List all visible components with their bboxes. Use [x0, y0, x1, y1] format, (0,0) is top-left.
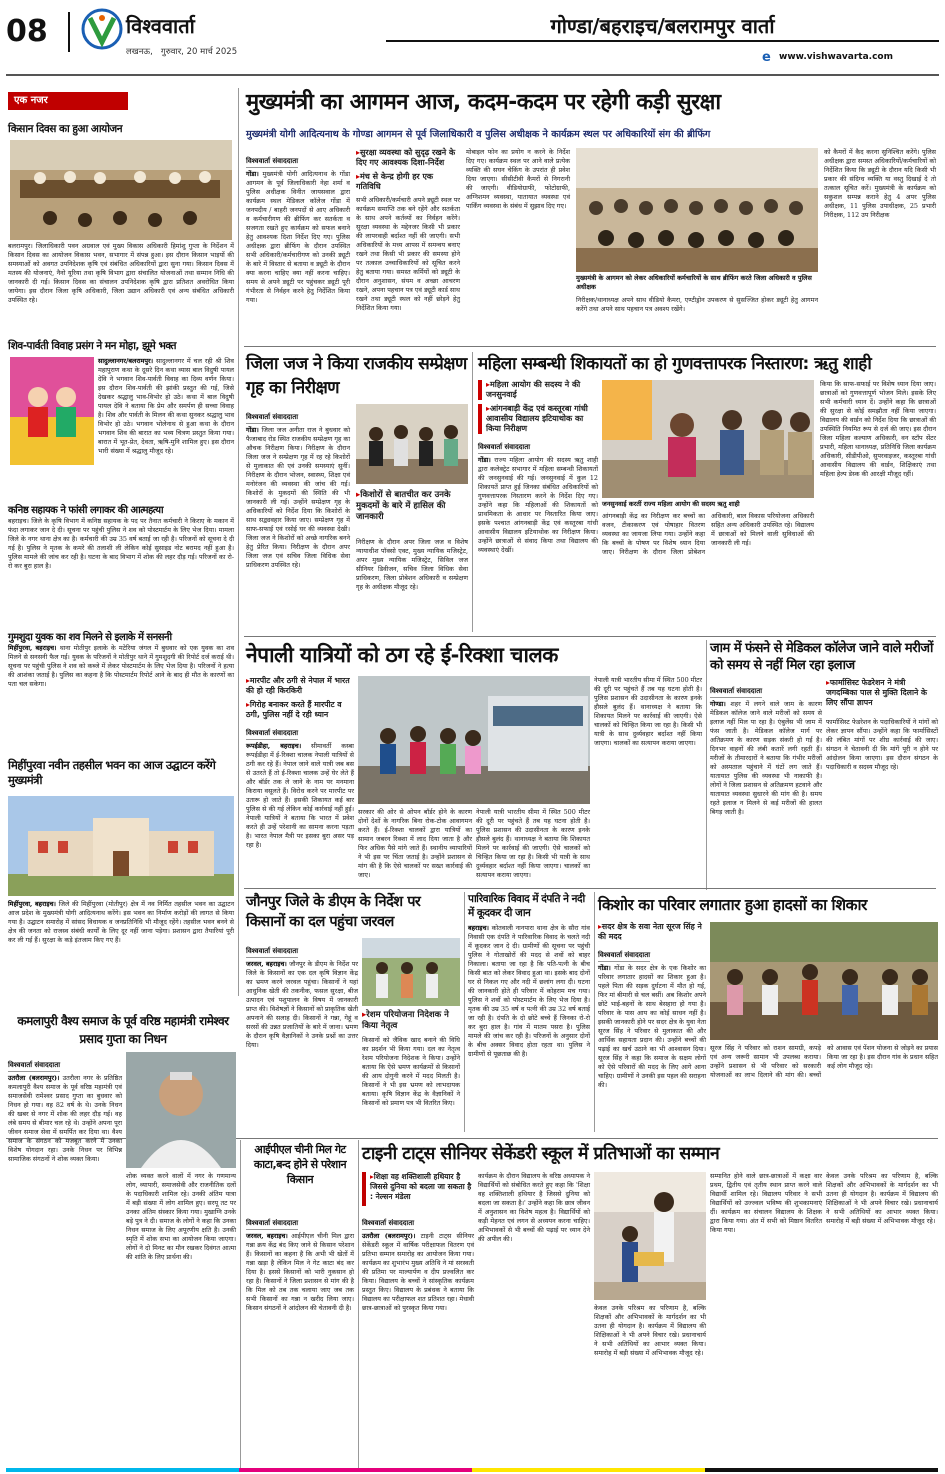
main-bullet-2: ▸ मंच से केन्द्र होगी हर एक गतिविधि: [356, 172, 460, 192]
women-bullet-1: ▸ महिला आयोग की सदस्य ने की जनसुनवाई: [478, 380, 598, 400]
brand-logo-icon: [81, 8, 123, 50]
sugar-headline: आईपीएल चीनी मिल गेट काटा,बन्द होने से परेशान किसान: [253, 1143, 347, 1186]
sidebar-story-5-body: [8, 900, 234, 1000]
main-col-4-text: को कैमरों में कैद करना सुनिश्चित करेंगे। पुलिस अधीक्षक द्वारा समस्त अधिकारियों/कर्मचारियों को निर्देशित किया कि ड्यूटी के दौरान यदि किसी भी प्रकार की संदिग्ध व्यक्ति या वस्तु दिखाई दे तो तत्काल सूचित करें। मुख्यमंत्री के कार्यक्रम को सकुशल सम्पन्न कराने हेतु 4 अपर पुलिस अधीक्षक, 11 पुलिस उपाधीक्षक, 25 प्रभारी निरीक्षक, 112 उप निरीक्षक: [824, 148, 936, 219]
family-headline: पारिवारिक विवाद में दंपति ने नदी में कूदकर दी जान: [468, 893, 585, 919]
gupta-portrait: [126, 1052, 236, 1168]
main-col-2: [356, 148, 460, 342]
issue-dateline: लखनऊ, गुरुवार, 20 मार्च 2025: [126, 47, 238, 57]
main-col-1-text: गोंडा। मुख्यमंत्री योगी आदित्यनाथ के गोंडा आगमन के पूर्व जिलाधिकारी नेहा शर्मा व पुलिस अधीक्षक विनीत जायसवाल द्वारा कार्यक्रम स्थल मेडिकल कॉलेज गोंडा में जनपदीय / बाहरी जनपदों से आए अधिकारी व कर्मचारीगण की ब्रीफिंग कर सतर्कता व सजगता रखते हुए कार्यक्रम को सफल बनाने हेतु आवश्यक दिशा निर्देश दिए गए। पुलिस अधीक्षक द्वारा ब्रीफिंग के दौरान उपस्थित सभी अधिकारी/कर्मचारीगण को उनकी ड्यूटी के बारे में विस्तार से बताया व ड्यूटी के दौरान क्या करना चाहिए क्या नहीं करना चाहिए। समय से अपने ड्यूटी पर पहुंचकर ड्यूटी पूरी गंभीरता से निर्वहन करने हेतु निर्देशित किया गया।: [246, 170, 350, 304]
sidebar-story-3-title: कनिष्ठ सहायक ने फांसी लगाकर की आत्महत्या: [8, 505, 164, 516]
jam-byline: विश्ववार्ता संवाददाता: [710, 687, 762, 698]
nepal-col-2-text: सरकार की ओर से ओपन बॉर्डर होने के कारण दोनों देशों के नागरिक बिना रोक-टोक आवागमन करते हैं। ई-रिक्शा चालकों द्वारा यात्रियों का सामान जबरन रिक्शा में लाद दिया जाता है और फिर अधिक पैसे मांगे जाते हैं। स्थानीय व्यापारियों ने भी इस पर चिंता जताई है। उन्होंने प्रशासन से मांग की है कि ऐसे चालकों पर सख्त कार्रवाई की जाए।: [358, 808, 472, 879]
nepal-byline: विश्ववार्ता संवाददाता: [246, 729, 298, 740]
judge-photo: [356, 404, 468, 484]
sidebar-story-2-title: शिव-पार्वती विवाह प्रसंग ने मन मोहा, झूमे भक्त: [8, 340, 176, 352]
nepal-col-3-text: नेपाली यात्री भारतीय सीमा में स्थित 500 मीटर की दूरी पर पहुंचते हैं तब यह घटना होती है। पुलिस प्रशासन की उदासीनता के कारण इनके हौसले बुलंद हैं। थानाध्यक्ष ने बताया कि शिकायत मिलने पर कार्रवाई की जाएगी। ऐसे चालकों को चिन्हित किया जा रहा है। किसी भी यात्री के साथ दुर्व्यवहार बर्दाश्त नहीं किया जाएगा। चालकों का सत्यापन कराया जाएगा।: [476, 808, 590, 879]
school-col-1: [362, 1210, 474, 1466]
jam-col-1-text: गोण्डा। शहर में लगने वाले जाम के कारण मेडिकल कॉलेज जाने वाले मरीजों को समय से इलाज नहीं मिल पा रहा है। एंबुलेंस भी जाम में फंस जाती है। मेडिकल कॉलेज मार्ग पर अतिक्रमण के कारण सड़क संकरी हो गई है। दिनभर वाहनों की लंबी कतारें लगी रहती हैं। मरीजों के तीमारदारों ने बताया कि गंभीर मरीजों को अस्पताल पहुंचाने में घंटों लग जाते हैं। यातायात पुलिस की व्यवस्था भी नाकाफी है। लोगों ने जिला प्रशासन से अतिक्रमण हटवाने और यातायात व्यवस्था सुधारने की मांग की है। समय रहते इलाज न मिलने से कई मरीजों की हालत बिगड़ जाती है।: [710, 700, 822, 816]
judge-headline: जिला जज ने किया राजकीय सम्प्रेक्षण गृह का निरीक्षण: [246, 354, 467, 398]
gupta-col-1: [8, 1052, 122, 1466]
nepal-bullet-1: ▸ मारपीट और ठगी से नेपाल में भारत की हो रही किरकिरी: [246, 676, 354, 696]
judge-col-2-text: निरीक्षण के दौरान अपर जिला जज व विशेष न्यायाधीश पॉक्सो एक्ट, मुख्य न्यायिक मजिस्ट्रेट, अपर मुख्य न्यायिक मजिस्ट्रेट, सिविल जज सीनियर डिवीजन, सचिव जिला विधिक सेवा प्राधिकरण, जिला प्रोबेशन अधिकारी व सम्प्रेक्षण गृह के अधीक्षक मौजूद रहे।: [356, 538, 468, 591]
family-text: बहराइच। कोतवाली नानपारा थाना क्षेत्र के सौरा गांव निवासी एक दंपति ने पारिवारिक विवाद के चलते नदी में कूदकर जान दे दी। ग्रामीणों की सूचना पर पहुंची पुलिस ने गोताखोरों की मदद से शवों को बाहर निकाला। बताया जा रहा है कि पति-पत्नी के बीच किसी बात को लेकर विवाद हुआ था। इसके बाद दोनों घर से निकल गए और नदी में छलांग लगा दी। घटना की जानकारी होते ही परिवार में कोहराम मच गया। पुलिस ने शवों को पोस्टमार्टम के लिए भेज दिया है। मृतक की उम्र 35 वर्ष व पत्नी की उम्र 32 वर्ष बताई जा रही है। दंपति के दो छोटे बच्चे हैं जिनका रो-रो कर बुरा हाल है। गांव में मातम पसरा है। पुलिस मामले की जांच कर रही है। परिजनों के अनुसार दोनों के बीच अक्सर विवाद होता रहता था। पुलिस ने ग्रामीणों से पूछताछ की है।: [468, 924, 590, 1058]
gupta-col-1-text: उतरौला (बलरामपुर)। उतरौला नगर के प्रतिष्ठित कमलापुरी वैश्य समाज के पूर्व वरिष्ठ महामंत्री एवं समाजसेवी रामेश्वर प्रसाद गुप्ता का बुधवार को निधन हो गया। वह 82 वर्ष के थे। उनके निधन की खबर से नगर में शोक की लहर दौड़ गई। वह लंबे समय से बीमार चल रहे थे। उन्होंने अपना पूरा जीवन समाज सेवा में समर्पित कर दिया था। वैश्य समाज के संगठन को मजबूत करने में उनका विशेष योगदान रहा। उनके निधन पर विभिन्न सामाजिक संगठनों ने शोक व्यक्त किया।: [8, 1074, 122, 1163]
nepal-headline: नेपाली यात्रियों को ठग रहे ई-रिक्शा चालक: [246, 643, 558, 667]
tehsil-building-photo: [8, 796, 234, 896]
gupta-byline: विश्ववार्ता संवाददाता: [8, 1061, 60, 1072]
women-text: गोंडा। राज्य महिला आयोग की सदस्य ऋतु शाही द्वारा कलेक्ट्रेट सभागार में महिला सम्बन्धी शिकायतों की जनसुनवाई की गई। जनसुनवाई में कुल 12 शिकायतें प्राप्त हुई जिनका संबंधित अधिकारियों को गुणवत्तापरक निस्तारण करने के निर्देश दिए गए। उन्होंने कहा कि महिलाओं की शिकायतों को प्राथमिकता के आधार पर निस्तारित किया जाए। इसके पश्चात आंगनबाड़ी केंद्र एवं कस्तूरबा गांधी आवासीय विद्यालय इटियाथोक का निरीक्षण किया। उन्होंने छात्राओं से संवाद किया तथा विद्यालय की व्यवस्थाएं देखीं।: [478, 456, 598, 554]
women-left: [478, 380, 598, 554]
nepal-col-4-text: नेपाली यात्री भारतीय सीमा में स्थित 500 मीटर की दूरी पर पहुंचते हैं तब यह घटना होती है। पुलिस प्रशासन की उदासीनता के कारण इनके हौसले बुलंद हैं। थानाध्यक्ष ने बताया कि शिकायत मिलने पर कार्रवाई की जाएगी। ऐसे चालकों को चिन्हित किया जा रहा है। किसी भी यात्री के साथ दुर्व्यवहार बर्दाश्त नहीं किया जाएगा। चालकों का सत्यापन कराया जाएगा।: [594, 676, 702, 747]
kishore-col-1: [598, 922, 706, 1130]
women-commission-photo: [602, 380, 814, 498]
jam-headline: जाम में फंसने से मेडिकल कॉलेज जाने वाले मरीजों को समय से नहीं मिल रहा इलाज: [710, 641, 933, 673]
judge-col-1-text: गोंडा। जिला जज अनीता राज ने बुधवार को फैजाबाद रोड स्थित राजकीय सम्प्रेक्षण गृह का औचक निरीक्षण किया। निरीक्षण के दौरान जिला जज ने सम्प्रेक्षण गृह में रह रहे किशोरों से मुलाकात की एवं उनकी समस्याएं सुनीं। निरीक्षण के दौरान भोजन, स्वास्थ्य, शिक्षा एवं मनोरंजन की व्यवस्था की जांच की गई। किशोरों के मुकदमों की स्थिति की भी जानकारी ली गई। उन्होंने सम्प्रेक्षण गृह के अधिकारियों को निर्देश दिया कि किशोरों के साथ सद्व्यवहार किया जाए। सम्प्रेक्षण गृह में साफ-सफाई एवं रसोई घर की व्यवस्था देखी। जिला जज ने किशोरों को अच्छे नागरिक बनने हेतु प्रेरित किया। निरीक्षण के दौरान अपर जिला जज एवं सचिव जिला विधिक सेवा प्राधिकरण उपस्थित रहे।: [246, 426, 350, 569]
main-col-3-text: मोबाइल फोन का प्रयोग न करने के निर्देश दिए गए। कार्यक्रम स्थल पर आने वाले प्रत्येक व्यक्ति की सघन चेकिंग के उपरांत ही प्रवेश दिया जाएगा। सीसीटीवी कैमरों से निगरानी की जाएगी। वीडियोग्राफी, फोटोग्राफी, अग्निशमन व्यवस्था, यातायात व्यवस्था एवं पार्किंग व्यवस्था के संबंध में सुझाव दिए गए।: [466, 148, 570, 210]
jaunpur-farmers-photo: [362, 938, 460, 1006]
school-col-5-text: केवल उनके परिश्रम का परिणाम है, बल्कि शिक्षकों और अभिभावकों के मार्गदर्शन का भी उतना ही योगदान है। कार्यक्रम में विद्यालय की शिक्षिकाओं ने भी अपने विचार रखे। प्रधानाचार्य ने सभी अतिथियों का आभार व्यक्त किया। समारोह में बड़ी संख्या में अभिभावक मौजूद रहे।: [826, 1172, 938, 1225]
kisan-diwas-photo: [10, 140, 232, 240]
nepal-bullet-2: ▸ गिरोह बनाकर करते हैं मारपीट व ठगी, पुलिस नहीं दे रही ध्यान: [246, 700, 354, 720]
gupta-headline: कमलापुरी वैश्य समाज के पूर्व वरिष्ठ महामंत्री रामेश्वर प्रसाद गुप्ता का निधन: [17, 1014, 229, 1046]
brand-name: विश्ववार्ता: [126, 14, 195, 38]
judge-col-1: [246, 404, 350, 630]
page-number: 08: [6, 14, 48, 49]
kishore-right-text: सूरज सिंह ने परिवार को राशन सामग्री, कपड़े एवं अन्य जरूरी सामान भी उपलब्ध कराया। उन्होंने प्रशासन से भी परिवार को सरकारी योजनाओं का लाभ दिलाने की मांग की। बच्चों को आवास एवं पेंशन योजना से जोड़ने का प्रयास किया जा रहा है। इस दौरान गांव के प्रधान सहित कई लोग मौजूद रहे।: [710, 1044, 938, 1079]
jam-bullet: ▸ फार्मासिस्ट फेडरेशन ने मंत्री जगदम्बिका पाल से मुक्ति दिलाने के लिए सौंपा ज्ञापन: [826, 678, 938, 708]
main-col-1: [246, 148, 350, 342]
jam-col-2-text: फार्मासिस्ट फेडरेशन के पदाधिकारियों ने मांगों को लेकर ज्ञापन सौंपा। उन्होंने कहा कि फार्मासिस्टों की लंबित मांगों पर शीघ्र कार्रवाई की जाए। संगठन ने चेतावनी दी कि मांगें पूरी न होने पर आंदोलन किया जाएगा। इस दौरान संगठन के पदाधिकारी व सदस्य मौजूद रहे।: [826, 718, 938, 771]
section-title: गोण्डा/बहराइच/बलरामपुर वार्ता: [550, 14, 775, 38]
school-col-1-text: उतरौला (बलरामपुर)। टाइनी टाट्स सीनियर सेकेंडरी स्कूल में वार्षिक परीक्षाफल वितरण एवं प्रतिभा सम्मान समारोह का आयोजन किया गया। कार्यक्रम का शुभारंभ मुख्य अतिथि ने मां सरस्वती की प्रतिमा पर माल्यार्पण व दीप प्रज्वलित कर किया। विद्यालय के बच्चों ने सांस्कृतिक कार्यक्रम प्रस्तुत किए। विद्यालय के प्रबंधक ने बताया कि विद्यालय का परीक्षाफल शत प्रतिशत रहा। मेधावी छात्र-छात्राओं को पुरस्कृत किया गया।: [362, 1232, 474, 1312]
sidebar-story-1-body: बलरामपुर। जिलाधिकारी पवन अग्रवाल एवं मुख्य विकास अधिकारी हिमांशु गुप्ता के निर्देशन में किसान दिवस का आयोजन विकास भवन, सभागार में संपन्न हुआ। इस दौरान किसान भाइयों की समस्याओं को अवगत उपनिदेशक कृषि एवं संबंधित अधिकारियों द्वारा सुना गया। किसान दिवस में मतस्य की योजनाएं, नैनो यूरिया तथा कृषि विभाग द्वारा संचालित योजनाओं तथा सम्मान निधि की जानकारी दी गई। किसान दिवस का संचालन उपनिदेशक कृषि द्वारा प्रतिशत अवरोधित किया जायेगा। इस दौरान जिला कृषि अधिकारी, जिला उद्यान अधिकारी एवं अन्य संबंधित अधिकारी उपस्थित रहे।: [8, 242, 234, 304]
sidebar-story-5-title: मिहींपुरवा नवीन तहसील भवन का आज उद्घाटन करेंगे मुख्यमंत्री: [8, 758, 216, 787]
shiv-parvati-photo: [10, 357, 94, 465]
kishore-col-1-text: गोंडा। गोंडा के सदर क्षेत्र के एक किशोर का परिवार लगातार हादसों का शिकार हुआ है। पहले पिता की सड़क दुर्घटना में मौत हो गई, फिर मां बीमारी से चल बसीं। अब किशोर अपने छोटे भाई-बहनों के साथ बेसहारा हो गया है। परिवार के पास आय का कोई साधन नहीं है। इसकी जानकारी होने पर सदर क्षेत्र के युवा नेता सूरज सिंह ने परिवार से मुलाकात की और आर्थिक सहायता प्रदान की। उन्होंने बच्चों की पढ़ाई का खर्च उठाने का भी आश्वासन दिया। सूरज सिंह ने कहा कि समाज के सक्षम लोगों को ऐसे परिवारों की मदद के लिए आगे आना चाहिए। ग्रामीणों ने उनकी इस पहल की सराहना की।: [598, 964, 706, 1089]
school-col-2-text: कार्यक्रम के दौरान विद्यालय के वरिष्ठ अध्यापक ने विद्यार्थियों को संबोधित करते हुए कहा कि 'शिक्षा वह शक्तिशाली हथियार है जिससे दुनिया को बदला जा सकता है।' उन्होंने कहा कि छात्र जीवन में अनुशासन का विशेष महत्व है। विद्यार्थियों को कड़ी मेहनत एवं लगन से अध्ययन करना चाहिए। अभिभावकों से भी बच्चों की पढ़ाई पर ध्यान देने की अपील की।: [478, 1172, 590, 1243]
jam-col-1: [710, 678, 822, 884]
sugar-col-1-text: जरवल, बहराइच। आईपीएल चीनी मिल द्वारा गन्ना क्रय केंद्र बंद किए जाने से किसान परेशान हैं। किसानों का कहना है कि अभी भी खेतों में गन्ना खड़ा है लेकिन मिल ने गेट काटा बंद कर दिया है। इससे किसानों को भारी नुकसान हो रहा है। किसानों ने जिला प्रशासन से मांग की है कि मिल को तब तक चलाया जाए जब तक सभी किसानों का गन्ना न खरीद लिया जाए। किसान संगठनों ने आंदोलन की चेतावनी दी है।: [246, 1232, 354, 1312]
school-headline: टाइनी टाट्स सीनियर सेकेंडरी स्कूल में प्रतिभाओं का सम्मान: [362, 1144, 720, 1164]
judge-bullet: ▸ किशोरों से बातचीत कर उनके मुकदमों के बारे में हासिल की जानकारी: [356, 490, 468, 523]
sidebar-story-5-dateline: मिहींपुरवा, बहराइच।: [8, 900, 56, 908]
main-col-2-text: सभी अधिकारी/कर्मचारी अपने ड्यूटी स्थल पर कार्यक्रम समाप्ति तक बने रहेंगे और सतर्कता के साथ अपने कर्तव्यों का निर्वहन करेंगे। सुरक्षा व्यवस्था के मद्देनजर किसी भी प्रकार की लापरवाही बर्दाश्त नहीं की जाएगी। सभी अधिकारियों के मध्य आपस में समन्वय बनाए रखने तथा किसी भी प्रकार की समस्या होने पर तत्काल उच्चाधिकारियों को सूचित करने हेतु बताया गया। समस्त कर्मियों को ड्यूटी के दौरान अनुशासन, संयम व अच्छा आचरण रखने, अपना पहचान पत्र एवं ड्यूटी कार्ड साथ रखने तथा ड्यूटी स्थल को नहीं छोड़ने हेतु निर्देशित किया गया।: [356, 196, 460, 312]
sidebar-story-2-dateline: सादुल्लानगर/बलरामपुर।: [98, 357, 154, 365]
women-text-2: आंगनबाड़ी केंद्र का निरीक्षण कर बच्चों का वजन, टीकाकरण एवं पोषाहार वितरण व्यवस्था का जायजा लिया गया। उन्होंने कहा कि बच्चों के पोषण पर विशेष ध्यान दिया जाए। निरीक्षण के दौरान जिला प्रोबेशन अधिकारी, बाल विकास परियोजना अधिकारी सहित अन्य अधिकारी उपस्थित रहे। विद्यालय में छात्राओं को मिलने वाली सुविधाओं की जानकारी ली गई।: [602, 512, 814, 556]
briefing-photo-caption: मुख्यमंत्री के आगमन को लेकर अधिकारियों कर्मचारियों के साथ ब्रीफिंग करते जिला अधिकारी व पुलिस अधीक्षक: [576, 274, 818, 292]
gupta-col-2-text: शोक व्यक्त करने वालों में नगर के गणमान्य लोग, व्यापारी, समाजसेवी और राजनीतिक दलों के पदाधिकारी शामिल रहे। उनकी अंतिम यात्रा में बड़ी संख्या में लोग शामिल हुए। सरयू तट पर उनका अंतिम संस्कार किया गया। मुखाग्नि उनके बड़े पुत्र ने दी। समाज के लोगों ने कहा कि उनका निधन समाज के लिए अपूरणीय क्षति है। उनकी स्मृति में शोक सभा का आयोजन किया जाएगा। लोगों ने दो मिनट का मौन रखकर दिवंगत आत्मा की शांति के लिए प्रार्थना की।: [126, 1172, 236, 1261]
sidebar-ek-nazar: [8, 92, 234, 748]
nepal-col-1: [246, 676, 354, 884]
school-col-3-text: केवल उनके परिश्रम का परिणाम है, बल्कि शिक्षकों और अभिभावकों के मार्गदर्शन का भी उतना ही योगदान है। कार्यक्रम में विद्यालय की शिक्षिकाओं ने भी अपने विचार रखे। प्रधानाचार्य ने सभी अतिथियों का आभार व्यक्त किया। समारोह में बड़ी संख्या में अभिभावक मौजूद रहे।: [594, 1304, 706, 1357]
main-byline: विश्ववार्ता संवाददाता: [246, 157, 298, 168]
website-url[interactable]: www.vishwavarta.com: [779, 52, 893, 62]
judge-byline: विश्ववार्ता संवाददाता: [246, 413, 298, 424]
sidebar-story-1-title: किसान दिवस का हुआ आयोजन: [8, 123, 123, 135]
kishore-bullet: ▸ सदर क्षेत्र के सवा नेता सूरज सिंह ने की मदद: [598, 922, 706, 942]
sidebar-story-4-text: थाना मोतीपुर इलाके के मटेरिया जंगल में बुधवार को एक युवक का शव मिलने से सनसनी फैल गई। युवक के परिजनों ने मोतीपुर थाने में गुमशुदगी की रिपोर्ट दर्ज कराई थी। सूचना पर पहुंची पुलिस ने शव को कब्जे में लेकर पोस्टमार्टम के लिए भेज दिया है। परिजनों ने हत्या की आशंका जताई है। पुलिस का कहना है कि पोस्टमार्टम रिपोर्ट आने के बाद ही मौत के कारणों का पता चल सकेगा।: [8, 644, 234, 688]
women-headline: महिला सम्बन्धी शिकायतों का हो गुणवत्तापरक निस्तारण: ऋतु शाही: [478, 354, 872, 374]
nepal-col-1-text: रूपईडीहा, बहराइच। सीमावर्ती कस्बा रूपईडीहा में ई-रिक्शा चालक नेपाली यात्रियों से ठगी कर रहे हैं। नेपाल जाने वाले यात्री जब बस से उतरते हैं तो ई-रिक्शा चालक उन्हें घेर लेते हैं और बॉर्डर तक ले जाने के नाम पर मनमाना किराया वसूलते हैं। विरोध करने पर मारपीट पर उतारू हो जाते हैं। इसकी शिकायत कई बार पुलिस से की गई लेकिन कोई कार्रवाई नहीं हुई। नेपाली यात्रियों ने बताया कि भारत में प्रवेश करते ही उन्हें परेशानी का सामना करना पड़ता है। भारत नेपाल मैत्री पर इसका बुरा असर पड़ रहा है।: [246, 742, 354, 849]
sidebar-label: एक नजर: [8, 92, 128, 110]
jaunpur-col-1-text: जरवल, बहराइच। जौनपुर के डीएम के निर्देश पर जिले के किसानों का एक दल कृषि विज्ञान केंद्र का भ्रमण करने जरवल पहुंचा। किसानों ने यहां आधुनिक खेती की तकनीक, फसल सुरक्षा, बीज उत्पादन एवं पशुपालन के विषय में जानकारी प्राप्त की। विशेषज्ञों ने किसानों को प्राकृतिक खेती अपनाने की सलाह दी। किसानों ने गन्ना, गेहूं व सरसों की उन्नत प्रजातियों के बारे में जाना। भ्रमण के दौरान कृषि वैज्ञानिकों ने उनके प्रश्नों का उत्तर दिया।: [246, 960, 358, 1049]
jaunpur-byline: विश्ववार्ता संवाददाता: [246, 947, 298, 958]
main-dateline: गोंडा।: [246, 170, 259, 178]
women-right-text: किया कि साफ-सफाई पर विशेष ध्यान दिया जाए। छात्राओं को गुणवत्तापूर्ण भोजन मिले। इसके लिए सभी कर्मचारी ध्यान दें। उन्होंने कहा कि छात्राओं की सुरक्षा से कोई समझौता नहीं किया जाएगा। विद्यालय की वार्डन को निर्देश दिया कि छात्राओं की उपस्थिति नियमित रूप से दर्ज की जाए। इस दौरान जिला महिला कल्याण अधिकारी, वन स्टॉप सेंटर प्रभारी, महिला थानाध्यक्ष, प्रतिनिधि जिला कार्यक्रम अधिकारी, सीडीपीओ, सुपरवाइजर, कस्तूरबा गांधी आवासीय विद्यालय की वार्डन, शिक्षिकाएं तथा महिला हेल्प डेस्क की आरक्षी मौजूद रहीं।: [820, 380, 936, 478]
school-col-4-text: सम्मानित होने वाले छात्र-छात्राओं में कक्षा वार प्रथम, द्वितीय एवं तृतीय स्थान प्राप्त करने वाले विद्यार्थी शामिल रहे। विद्यालय परिवार ने सभी विद्यार्थियों को उज्ज्वल भविष्य की शुभकामनाएं दीं। कार्यक्रम का संचालन विद्यालय के शिक्षक द्वारा किया गया। अंत में सभी को मिष्ठान वितरित किया गया।: [710, 1172, 822, 1234]
women-photo-caption: जनसुनवाई करतीं राज्य महिला आयोग की सदस्य ऋतु शाही: [602, 500, 814, 510]
registration-strip: [6, 1468, 938, 1472]
main-headline: मुख्यमंत्री का आगमन आज, कदम-कदम पर रहेगी कड़ी सुरक्षा: [246, 90, 721, 115]
kishore-headline: किशोर का परिवार लगातार हुआ हादसों का शिकार: [598, 896, 867, 914]
sidebar-story-2-text: सादुल्लानगर में चल रही श्री शिव महापुराण कथा के दूसरे दिन कथा व्यास बाल विदुषी पायल देवि ने भगवान शिव-पार्वती विवाह का दिव्य वर्णन किया। इस दौरान शिव-पार्वती की झांकी प्रस्तुत की गई, जिसे देखकर श्रद्धालु भाव-विभोर हो उठे। कथा में बाल विदुषी पायल देवि ने बताया कि प्रेम और समर्पण ही सच्चा विवाह है। शिव और पार्वती के मिलन की कथा सुनकर श्रद्धालु भाव विभोर हो उठे। भगवान भोलेनाथ से हुआ कथा के दौरान भगवान शिव की बारात का भव्य चित्रण प्रस्तुत किया गया। बारात में भूत-प्रेत, देवता, ऋषि-मुनि शामिल हुए। इस दौरान भारी संख्या में श्रद्धालु मौजूद रहे।: [98, 357, 234, 455]
sidebar-story-2-body: [98, 357, 234, 497]
main-bottom-text: निरीक्षक/थानाध्यक्ष अपने साथ वीडियो कैमरा, एण्टीड्रोन उपकरण से सुसज्जित होकर ड्यूटी हेतु आगमन करेंगे तथा अपने साथ पहचान पत्र अवश्य रखेंगे।: [576, 296, 818, 313]
school-award-photo: [594, 1172, 706, 1300]
briefing-photo: [576, 148, 818, 272]
jaunpur-bullet: ▸ रेशम परियोजना निदेशक ने किया नेतृत्व: [362, 1010, 460, 1032]
website-icon: e: [762, 50, 771, 65]
sidebar-story-5-text: जिले की मिहींपुरवा (मोतीपुर) क्षेत्र में नव निर्मित तहसील भवन का उद्घाटन आज प्रदेश के मुख्यमंत्री योगी आदित्यनाथ करेंगे। इस भवन का निर्माण करोड़ों की लागत से किया गया है। उद्घाटन समारोह में सांसद विधायक व जनप्रतिनिधि भी मौजूद रहेंगे। तहसील भवन बनने से क्षेत्र की जनता को राजस्व संबंधी कार्यों के लिए दूर नहीं जाना पड़ेगा। प्रशासन द्वारा तैयारियां पूरी कर ली गई हैं। सुरक्षा के कड़े इंतजाम किए गए हैं।: [8, 900, 234, 944]
sidebar-story-3-body: बहराइच। जिले के कृषि विभाग में कनिष्ठ सहायक के पद पर तैनात कर्मचारी ने किराए के मकान में फंदा लगाकर जान दे दी। सूचना पर पहुंची पुलिस ने शव को पोस्टमार्टम के लिए भेज दिया। मामला जिले के नगर थाना क्षेत्र का है। कर्मचारी की उम्र 35 वर्ष बताई जा रही है। परिजनों को सूचना दे दी गई है। पुलिस ने मृतक के कमरे की तलाशी ली लेकिन कोई सुसाइड नोट बरामद नहीं हुआ है। पुलिस मामले की जांच कर रही है। घटना के बाद विभाग में शोक की लहर दौड़ गई। परिजनों का रो-रो कर बुरा हाल है।: [8, 517, 234, 570]
kishore-family-photo: [710, 922, 938, 1040]
jaunpur-headline: जौनपुर जिले के डीएम के निर्देश पर किसानों का दल पहुंचा जरवल: [246, 894, 421, 930]
school-byline: विश्ववार्ता संवाददाता: [362, 1219, 414, 1230]
sugar-byline: विश्ववार्ता संवाददाता: [246, 1219, 298, 1230]
main-bullet-1: ▸ सुरक्षा व्यवस्था को सुदृढ़ रखने के दिए गए आवश्यक दिशा-निर्देश: [356, 148, 460, 168]
jaunpur-col-1: [246, 938, 358, 1130]
nepal-rickshaw-photo: [358, 676, 590, 804]
sidebar-story-4-body: [8, 644, 234, 744]
women-bullet-2: ▸ आंगनबाड़ी केंद्र एवं कस्तूरबा गांधी आवासीय विद्यालय इटियाथोक का किया निरीक्षण: [478, 404, 598, 434]
jaunpur-col-2-text: किसानों को जैविक खाद बनाने की विधि का प्रदर्शन भी किया गया। दल का नेतृत्व रेशम परियोजना निदेशक ने किया। उन्होंने बताया कि ऐसे भ्रमण कार्यक्रमों से किसानों की आय दोगुनी करने में मदद मिलती है। किसानों ने भी इस भ्रमण को लाभदायक बताया। कृषि विज्ञान केंद्र के वैज्ञानिकों ने किसानों को प्रमाण पत्र भी वितरित किए।: [362, 1036, 460, 1107]
school-quote: ▸ शिक्षा वह शक्तिशाली हथियार है जिससे दुनिया को बदला जा सकता है : नेल्सन मंडेला: [362, 1172, 474, 1206]
main-subhead: मुख्यमंत्री योगी आदित्यनाथ के गोण्डा आगमन से पूर्व जिलाधिकारी व पुलिस अधीक्षक ने कार्यक्रम स्थल पर अधिकारियों संग की ब्रीफिंग: [246, 129, 711, 140]
masthead: [6, 6, 939, 74]
sidebar-story-4-dateline: मिहींपुरवा, बहराइच।: [8, 644, 57, 652]
women-byline: विश्ववार्ता संवाददाता: [478, 443, 530, 454]
sidebar-story-4-title: गुमशुदा युवक का शव मिलने से इलाके में सनसनी: [8, 632, 172, 643]
kishore-byline: विश्ववार्ता संवाददाता: [598, 951, 650, 962]
sugar-col-1: [246, 1210, 354, 1466]
sidebar-story-5: [8, 758, 234, 1008]
